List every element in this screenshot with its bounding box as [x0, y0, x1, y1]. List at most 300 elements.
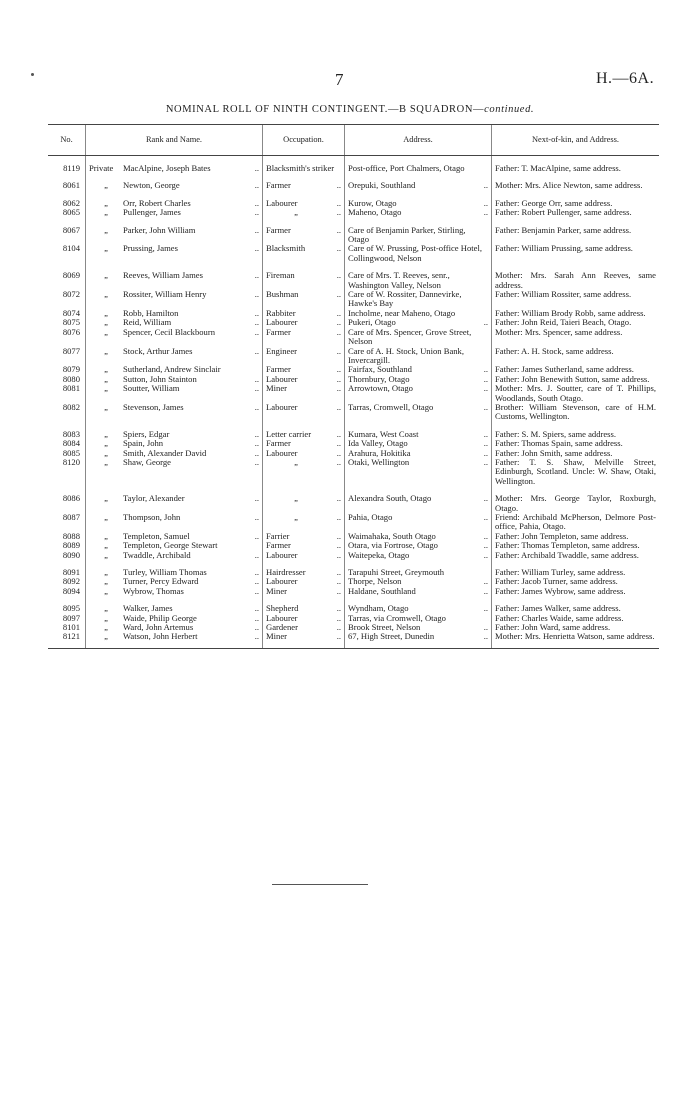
occupation-cell: [263, 328, 345, 347]
row-number: 8085: [62, 447, 80, 458]
rank: „: [104, 567, 108, 578]
address: Otaki, Wellington: [348, 456, 410, 467]
table-row: [48, 513, 659, 532]
address-cell: [345, 290, 492, 309]
next-of-kin: Father: William Rossiter, same address.: [492, 290, 660, 309]
soldier-name: Spain, John: [123, 438, 164, 449]
rank: „: [104, 224, 108, 235]
occupation: Labourer: [266, 401, 298, 412]
leader-dots: ..: [336, 456, 341, 467]
soldier-name: Shaw, George: [123, 456, 171, 467]
occupation: Blacksmith's striker: [266, 163, 335, 173]
column-header-next-of-kin: Next-of-kin, and Address.: [492, 125, 660, 156]
soldier-name: Newton, George: [123, 180, 180, 191]
leader-dots: ..: [336, 307, 341, 318]
rank: „: [104, 197, 108, 208]
leader-dots: ..: [336, 289, 341, 300]
row-number: 8086: [62, 493, 80, 504]
leader-dots: ..: [254, 401, 259, 412]
leader-dots: ..: [483, 456, 488, 467]
row-number: 8072: [62, 289, 80, 300]
next-of-kin: Father: John Smith, same address.: [492, 449, 660, 458]
leader-dots: ..: [336, 401, 341, 412]
table-row: [48, 208, 659, 217]
occupation: Labourer: [266, 373, 298, 384]
row-number: 8097: [62, 612, 80, 623]
table-row: [48, 587, 659, 596]
table-row: [48, 244, 659, 263]
occupation: Shepherd: [266, 603, 299, 614]
address: Pahia, Otago: [348, 512, 393, 522]
address: Haldane, Southland: [348, 585, 416, 596]
leader-dots: ..: [336, 447, 341, 458]
leader-dots: ..: [336, 345, 341, 356]
soldier-name: Waide, Philip George: [123, 612, 197, 623]
rank: „: [104, 428, 108, 439]
table-row: [48, 328, 659, 347]
leader-dots: ..: [254, 383, 259, 394]
rank-name-cell: [86, 494, 263, 513]
leader-dots: ..: [254, 512, 259, 522]
next-of-kin: Father: Jacob Turner, same address.: [492, 577, 660, 586]
next-of-kin: Father: George Orr, same address.: [492, 199, 660, 208]
rank-name-cell: [86, 271, 263, 290]
address: Waitepeka, Otago: [348, 549, 410, 560]
rank: „: [104, 512, 108, 522]
nominal-roll-table: [48, 124, 659, 649]
address-cell: [345, 587, 492, 596]
row-number: 8091: [62, 567, 80, 578]
occupation-cell: [263, 244, 345, 263]
soldier-name: Reid, William: [123, 317, 172, 328]
occupation-cell: [263, 181, 345, 190]
leader-dots: ..: [254, 163, 259, 173]
address: Pukeri, Otago: [348, 317, 396, 328]
table-row: [48, 551, 659, 560]
leader-dots: ..: [254, 622, 259, 633]
rank: „: [104, 447, 108, 458]
table-row: [48, 458, 659, 486]
soldier-name: Turner, Percy Edward: [123, 576, 199, 587]
occupation: Bushman: [266, 289, 299, 300]
leader-dots: ..: [483, 383, 488, 394]
rank: „: [104, 540, 108, 551]
soldier-name: Robb, Hamilton: [123, 307, 179, 318]
address-cell: [345, 164, 492, 173]
address-cell: [345, 551, 492, 560]
leader-dots: ..: [336, 364, 341, 375]
occupation: Farrier: [266, 530, 290, 541]
occupation-cell: [263, 271, 345, 290]
occupation: Hairdresser: [266, 567, 306, 578]
soldier-name: Templeton, Samuel: [123, 530, 190, 541]
leader-dots: ..: [336, 567, 341, 578]
leader-dots: ..: [483, 373, 488, 384]
soldier-name: Wybrow, Thomas: [123, 585, 184, 596]
next-of-kin: Brother: William Stevenson, care of H.M. Customs, Wellington.: [492, 403, 660, 422]
address: Tarras, via Cromwell, Otago: [348, 612, 446, 623]
row-number: 8062: [62, 197, 80, 208]
rank: „: [104, 326, 108, 337]
rank-name-cell: [86, 328, 263, 347]
row-number: 8121: [48, 632, 86, 648]
occupation: Rabbiter: [266, 307, 296, 318]
table-row: [48, 226, 659, 245]
leader-dots: ..: [483, 549, 488, 560]
occupation: Farmer: [266, 326, 291, 337]
next-of-kin: Friend: Archibald McPherson, Delmore Post-office, Pahia, Otago.: [492, 513, 660, 532]
soldier-name: Twaddle, Archibald: [123, 549, 191, 560]
leader-dots: ..: [483, 428, 488, 439]
occupation-cell: [263, 208, 345, 217]
leader-dots: ..: [336, 326, 341, 337]
address-cell: [345, 226, 492, 245]
leader-dots: ..: [254, 631, 259, 642]
leader-dots: ..: [336, 438, 341, 449]
leader-dots: ..: [483, 207, 488, 218]
occupation-cell: [263, 458, 345, 486]
row-number: 8082: [62, 401, 80, 412]
next-of-kin: Father: John Reid, Taieri Beach, Otago.: [492, 318, 660, 327]
leader-dots: ..: [483, 530, 488, 541]
leader-dots: ..: [483, 180, 488, 191]
soldier-name: Taylor, Alexander: [123, 493, 185, 504]
address: Tarapuhi Street, Greymouth: [348, 567, 445, 578]
leader-dots: ..: [483, 317, 488, 328]
next-of-kin: Father: James Wybrow, same address.: [492, 587, 660, 596]
next-of-kin: Father: Robert Pullenger, same address.: [492, 208, 660, 217]
table-row: [48, 347, 659, 366]
leader-dots: ..: [254, 493, 259, 504]
soldier-name: Spiers, Edgar: [123, 428, 170, 439]
page-title: [0, 104, 700, 115]
leader-dots: ..: [483, 493, 488, 504]
address: Thornbury, Otago: [348, 373, 410, 384]
occupation: Miner: [266, 383, 288, 394]
rank-name-cell: [86, 458, 263, 486]
next-of-kin: Father: Benjamin Parker, same address.: [492, 226, 660, 245]
address: Kurow, Otago: [348, 197, 397, 208]
rank: „: [104, 576, 108, 587]
occupation-cell: [263, 403, 345, 422]
soldier-name: Stevenson, James: [123, 401, 184, 412]
row-number: 8074: [62, 307, 80, 318]
leader-dots: ..: [336, 383, 341, 394]
soldier-name: Ward, John Artemus: [123, 622, 194, 633]
row-number: 8101: [62, 622, 80, 633]
occupation: Farmer: [266, 438, 291, 449]
rank-name-cell: [86, 513, 263, 532]
occupation: Labourer: [266, 576, 298, 587]
rank: „: [104, 549, 108, 560]
address: Waimahaka, South Otago: [348, 530, 436, 541]
next-of-kin: Mother: Mrs. J. Soutter, care of T. Phillips, Woodlands, South Otago.: [492, 384, 660, 403]
rank: „: [104, 289, 108, 300]
address: Care of A. H. Stock, Union Bank, Invercargill.: [348, 345, 465, 365]
leader-dots: ..: [336, 317, 341, 328]
leader-dots: ..: [254, 603, 259, 614]
leader-dots: ..: [336, 585, 341, 596]
leader-dots: ..: [336, 243, 341, 254]
occupation: Blacksmith: [266, 243, 306, 254]
column-header-rank-name: Rank and Name.: [86, 125, 263, 156]
next-of-kin: Mother: Mrs. Sarah Ann Reeves, same address.: [492, 271, 660, 290]
leader-dots: ..: [336, 603, 341, 614]
rank-name-cell: [86, 208, 263, 217]
leader-dots: ..: [254, 585, 259, 596]
soldier-name: Orr, Robert Charles: [123, 197, 191, 208]
soldier-name: Thompson, John: [123, 512, 181, 522]
occupation-cell: [263, 494, 345, 513]
title-main: NOMINAL ROLL OF NINTH CONTINGENT.—B SQUADRON—: [165, 104, 485, 115]
next-of-kin: Father: Thomas Spain, same address.: [492, 439, 660, 448]
soldier-name: Walker, James: [123, 603, 173, 614]
soldier-name: Sutherland, Andrew Sinclair: [123, 364, 221, 375]
page-number: 7: [335, 70, 344, 89]
leader-dots: ..: [254, 447, 259, 458]
occupation-cell: [263, 551, 345, 560]
rank-name-cell: [86, 430, 263, 439]
address: Post-office, Port Chalmers, Otago: [348, 163, 465, 173]
leader-dots: ..: [483, 401, 488, 412]
rank: „: [104, 180, 108, 191]
row-number: 8092: [62, 576, 80, 587]
soldier-name: Parker, John William: [123, 224, 196, 235]
occupation-cell: [263, 587, 345, 596]
leader-dots: ..: [254, 428, 259, 439]
soldier-name: Reeves, William James: [123, 270, 203, 281]
leader-dots: ..: [483, 631, 488, 642]
address: 67, High Street, Dunedin: [348, 631, 435, 642]
address: Care of W. Rossiter, Dannevirke, Hawke's Bay: [348, 289, 462, 309]
leader-dots: ..: [483, 438, 488, 449]
soldier-name: Smith, Alexander David: [123, 447, 207, 458]
soldier-name: Spencer, Cecil Blackbourn: [123, 326, 216, 337]
soldier-name: Turley, William Thomas: [123, 567, 207, 578]
leader-dots: ..: [483, 622, 488, 633]
rank-name-cell: [86, 551, 263, 560]
address: Incholme, near Maheno, Otago: [348, 307, 456, 318]
leader-dots: ..: [254, 530, 259, 541]
leader-dots: ..: [254, 326, 259, 337]
row-number: 8104: [62, 243, 80, 254]
soldier-name: Watson, John Herbert: [123, 631, 198, 642]
leader-dots: ..: [336, 631, 341, 642]
occupation: Labourer: [266, 447, 298, 458]
leader-dots: ..: [254, 243, 259, 254]
leader-dots: ..: [254, 180, 259, 191]
leader-dots: ..: [254, 317, 259, 328]
soldier-name: Templeton, George Stewart: [123, 540, 218, 551]
table-row: [48, 181, 659, 190]
address-cell: [345, 513, 492, 532]
rank: „: [104, 373, 108, 384]
next-of-kin: Father: James Sutherland, same address.: [492, 365, 660, 374]
leader-dots: ..: [483, 540, 488, 551]
occupation: Gardener: [266, 622, 298, 633]
leader-dots: ..: [336, 270, 341, 281]
document-reference: H.—6A.: [596, 70, 655, 87]
rank-name-cell: [86, 244, 263, 263]
address-cell: [345, 458, 492, 486]
next-of-kin: Father: T. S. Shaw, Melville Street, Edinburgh, Scotland. Uncle: W. Shaw, Otaki, Wellington.: [492, 458, 660, 486]
rank: „: [104, 493, 108, 504]
address-cell: [345, 347, 492, 366]
leader-dots: ..: [254, 438, 259, 449]
occupation: Labourer: [266, 612, 298, 623]
rank-name-cell: [86, 587, 263, 596]
address: Care of Mrs. T. Reeves, senr., Washington Valley, Nelson: [348, 270, 450, 290]
row-number: 8065: [62, 207, 80, 218]
address: Brook Street, Nelson: [348, 622, 421, 633]
row-number: 8095: [62, 603, 80, 614]
occupation: Miner: [266, 585, 288, 596]
soldier-name: Stock, Arthur James: [123, 345, 193, 356]
address: Care of Benjamin Parker, Stirling, Otago: [348, 224, 466, 245]
next-of-kin: Father: John Ward, same address.: [492, 623, 660, 632]
leader-dots: ..: [254, 270, 259, 281]
next-of-kin: Father: William Brody Robb, same address.: [492, 309, 660, 318]
next-of-kin: Father: John Templeton, same address.: [492, 532, 660, 541]
next-of-kin: Father: S. M. Spiers, same address.: [492, 430, 660, 439]
leader-dots: ..: [483, 585, 488, 596]
leader-dots: ..: [336, 180, 341, 191]
occupation-cell: [263, 226, 345, 245]
leader-dots: ..: [254, 289, 259, 300]
address: Otara, via Fortrose, Otago: [348, 540, 438, 551]
next-of-kin: Mother: Mrs. George Taylor, Roxburgh, Otago.: [492, 494, 660, 513]
leader-dots: ..: [483, 512, 488, 522]
address: Orepuki, Southland: [348, 180, 416, 191]
leader-dots: ..: [336, 576, 341, 587]
leader-dots: ..: [336, 207, 341, 218]
leader-dots: ..: [336, 549, 341, 560]
row-number: 8077: [62, 345, 80, 356]
occupation: Letter carrier: [266, 428, 312, 439]
rank-name-cell: [86, 226, 263, 245]
next-of-kin: Father: Thomas Templeton, same address.: [492, 541, 660, 550]
occupation: Fireman: [266, 270, 295, 281]
occupation: Farmer: [266, 180, 291, 191]
leader-dots: ..: [336, 530, 341, 541]
next-of-kin: Father: Charles Waide, same address.: [492, 614, 660, 623]
address-cell: [345, 271, 492, 290]
row-number: 8090: [62, 549, 80, 560]
rank-name-cell: [86, 449, 263, 458]
row-number: 8120: [62, 456, 80, 467]
rank: „: [104, 383, 108, 394]
occupation: Farmer: [266, 540, 291, 551]
table-row: [48, 271, 659, 290]
rank: „: [104, 612, 108, 623]
rank: „: [104, 585, 108, 596]
row-number: 8069: [62, 270, 80, 281]
address: Arahura, Hokitika: [348, 447, 411, 458]
rank-name-cell: [86, 403, 263, 422]
rank: Private: [89, 163, 114, 173]
leader-dots: ..: [336, 622, 341, 633]
occupation-cell: [263, 290, 345, 309]
address: Maheno, Otago: [348, 207, 402, 218]
leader-dots: ..: [336, 197, 341, 208]
row-number: 8076: [62, 326, 80, 337]
title-continued: continued.: [484, 104, 535, 115]
rank: „: [104, 456, 108, 467]
leader-dots: ..: [483, 364, 488, 375]
rank: „: [104, 207, 108, 218]
next-of-kin: Father: T. MacAlpine, same address.: [492, 164, 660, 173]
address-cell: [345, 403, 492, 422]
row-number: 8087: [62, 512, 80, 522]
leader-dots: ..: [483, 197, 488, 208]
soldier-name: MacAlpine, Joseph Bates: [123, 163, 211, 173]
row-number: 8080: [62, 373, 80, 384]
address-cell: [345, 494, 492, 513]
leader-dots: ..: [483, 603, 488, 614]
table-row: [48, 164, 659, 173]
occupation: Engineer: [266, 345, 298, 356]
row-number: 8088: [62, 530, 80, 541]
leader-dots: ..: [254, 567, 259, 578]
leader-dots: ..: [254, 307, 259, 318]
next-of-kin: Father: William Prussing, same address.: [492, 244, 660, 263]
address: Fairfax, Southland: [348, 364, 412, 375]
occupation-cell: [263, 632, 345, 648]
occupation: „: [294, 456, 298, 467]
rank: „: [104, 317, 108, 328]
table-row: [48, 403, 659, 422]
occupation: „: [294, 493, 298, 504]
rank: „: [104, 631, 108, 642]
row-number: 8061: [62, 180, 80, 191]
address-cell: [345, 244, 492, 263]
address: Ida Valley, Otago: [348, 438, 408, 449]
occupation-cell: [263, 347, 345, 366]
stray-mark: [31, 73, 34, 76]
occupation-cell: [263, 513, 345, 532]
rank-name-cell: [86, 309, 263, 318]
leader-dots: ..: [254, 549, 259, 560]
occupation: Farmer: [266, 224, 291, 235]
rank: „: [104, 530, 108, 541]
occupation-cell: [263, 449, 345, 458]
rank: „: [104, 270, 108, 281]
soldier-name: Soutter, William: [123, 383, 180, 394]
soldier-name: Rossiter, William Henry: [123, 289, 207, 300]
next-of-kin: Mother: Mrs. Henrietta Watson, same address.: [492, 632, 660, 648]
occupation: Farmer: [266, 364, 291, 375]
address: Care of Mrs. Spencer, Grove Street, Nelson: [348, 326, 472, 347]
footer-rule: [272, 884, 368, 885]
next-of-kin: Mother: Mrs. Alice Newton, same address.: [492, 181, 660, 190]
address-cell: [345, 181, 492, 190]
rank: „: [104, 345, 108, 356]
address-cell: [345, 384, 492, 403]
leader-dots: ..: [254, 197, 259, 208]
rank: „: [104, 243, 108, 254]
leader-dots: ..: [336, 493, 341, 504]
leader-dots: ..: [483, 447, 488, 458]
rank: „: [104, 401, 108, 412]
leader-dots: ..: [336, 428, 341, 439]
address: Kumara, West Coast: [348, 428, 419, 439]
soldier-name: Prussing, James: [123, 243, 178, 254]
leader-dots: ..: [254, 345, 259, 356]
table-row: [48, 632, 659, 648]
leader-dots: ..: [254, 224, 259, 235]
occupation-cell: [263, 384, 345, 403]
address: Tarras, Cromwell, Otago: [348, 401, 434, 412]
